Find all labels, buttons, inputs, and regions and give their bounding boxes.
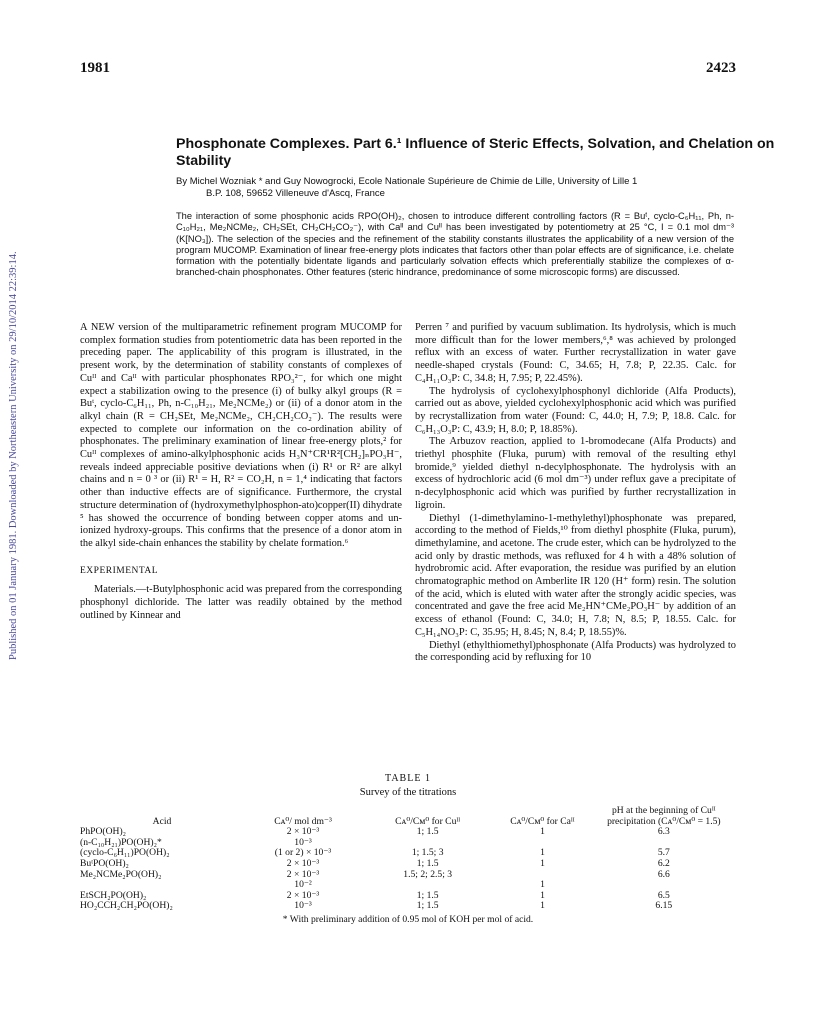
table-caption: TABLE 1 [385, 773, 431, 784]
table-footnote: * With preliminary addition of 0.95 mol of KOH per mol of acid. [282, 913, 534, 925]
section-heading-experimental: EXPERIMENTAL [80, 565, 159, 576]
table-row [80, 827, 736, 838]
cell-acid: (cyclo-C₆H₁₁)PO(OH)₂ [80, 847, 170, 859]
table-row [80, 901, 736, 912]
article-title: Phosphonate Complexes. Part 6.¹ Influence of Steric Effects, Solvation, and Chelation on Stability [176, 136, 775, 169]
cell-ratio-ca: 1 [540, 847, 545, 859]
cell-acid: BuᵗPO(OH)₂ [80, 857, 129, 869]
cell-concentration: (1 or 2) × 10⁻³ [274, 847, 332, 859]
table-1 [80, 773, 736, 925]
cell-ph: 6.2 [657, 857, 670, 869]
cell-concentration: 2 × 10⁻³ [286, 826, 320, 838]
cell-concentration: 2 × 10⁻³ [286, 868, 320, 880]
authors-line: By Michel Wozniak * and Guy Nowogrocki, Ecole Nationale Supérieure de Chimie de Lille, University of Lille 1 [176, 176, 638, 187]
cell-ratio-ca: 1 [540, 900, 545, 912]
cell-ratio-cu: 1; 1.5 [416, 900, 439, 912]
page-number: 2423 [706, 60, 736, 76]
cell-ratio-cu: 1.5; 2; 2.5; 3 [403, 868, 453, 880]
cell-ratio-ca: 1 [540, 857, 545, 869]
right-column [415, 322, 736, 665]
table-subtitle: Survey of the titrations [359, 787, 457, 798]
cell-ratio-ca: 1 [540, 826, 545, 838]
table-header-row [80, 806, 736, 827]
paragraph-ethylthiomethyl: Diethyl (ethylthiomethyl)phosphonate (Alfa Products) was hydrolyzed to the corresponding acid by refluxing for 10 [415, 639, 736, 664]
cell-ratio-ca: 1 [540, 889, 545, 901]
materials-paragraph: Materials.—t-Butylphosphonic acid was prepared from the corresponding phosphonyl dichloride. The latter was readily obtained by the method outlined by Kinnear and [80, 584, 402, 621]
download-watermark-text: Published on 01 January 1981. Downloaded by Northeastern University on 29/10/2014 22:39:14. [8, 251, 19, 660]
table-row [80, 859, 736, 870]
table-row [80, 848, 736, 859]
header-acid: Acid [152, 815, 172, 827]
titration-table [80, 806, 736, 912]
address-line: B.P. 108, 59652 Villeneuve d'Ascq, France [206, 187, 385, 199]
cell-ph: 5.7 [657, 847, 670, 859]
cell-concentration: 2 × 10⁻³ [286, 889, 320, 901]
table-row [80, 891, 736, 902]
table-row [80, 870, 736, 881]
cell-ratio-ca: 1 [540, 879, 545, 891]
cell-ph: 6.15 [655, 900, 673, 912]
paragraph-dimethylamino: Diethyl (1-dimethylamino-1-methylethyl)phosphonate was prepared, according to the method of Fields,¹⁰ from diethyl phosphite (Fluka, purum), dimethylamine, and acetone. The crude ester, which can be hydrolyzed to the acid only by drastic methods, was refluxed for 4 h with a 48% solution of hydrobromic acid. After evaporation, the residue was purified by an elution chromatographic method on Amberlite IR 120 (H⁺ form) resin. The solution of the acid, which is eluted with water after the strongly acidic species, was concentrated and gave the free acid Me₂HN⁺CMe₂PO₃H⁻ by addition of an excess of ethanol (Found: C, 34.0; H, 7.8; N, 8.5; P, 18.55. Calc. for C₅H₁₄NO₃P: C, 35.95; H, 8.45; N, 8.4; P, 18.55)%. [415, 512, 736, 638]
author-block [176, 176, 778, 199]
cell-ratio-cu: 1; 1.5 [416, 857, 439, 869]
abstract: The interaction of some phosphonic acids RPO(OH)₂, chosen to introduce different controlling factors (R = Buᵗ, cyclo-C₆H₁₁, Ph, n-C₁₀H₂₁, Me₂NCMe₂, CH₂SEt, CH₂CH₂CO₂⁻), with Caᴵᴵ and Cuᴵᴵ has been investigated by potentiometry at 25 °C, I = 0.1 mol dm⁻³ (K[NO₃]). The selection of the species and the refinement of the stability constants illustrates the applicability of a new version of the program MUCOMP. Examination of linear free-energy plots indicates that factors other than polar effects are of significance, i.e. chelate formation with the potentially bidentate ligands and particularly solvation effects which preferentially stabilize the complexes of α-branched-chain phosphonates. Other features (steric hindrance, predominance of some microscopic forms) are discussed. [176, 211, 734, 278]
cell-acid: EtSCH₂PO(OH)₂ [80, 889, 147, 901]
cell-acid: PhPO(OH)₂ [80, 826, 126, 838]
header-ratio-ca: Cᴀ⁰/Cᴍ⁰ for Caᴵᴵ [510, 815, 575, 827]
table-row [80, 838, 736, 849]
cell-ph: 6.5 [657, 889, 670, 901]
paragraph-arbuzov: The Arbuzov reaction, applied to 1-bromodecane (Alfa Products) and triethyl phosphite (Fluka, purum) with removal of the resulting ethyl bromide,⁹ yielded diethyl n-decylphosphonate. The hydrolysis with an excess of hydrochloric acid (6 mol dm⁻³) under reflux gave a precipitate of n-decylphosphonic acid which was purified by further recrystallization in ligroin. [415, 436, 736, 511]
cell-acid: (n-C₁₀H₂₁)PO(OH)₂* [80, 836, 162, 848]
cell-ph: 6.6 [657, 868, 670, 880]
header-ratio-cu: Cᴀ⁰/Cᴍ⁰ for Cuᴵᴵ [395, 815, 461, 827]
cell-concentration: 2 × 10⁻³ [286, 857, 320, 869]
cell-ratio-cu: 1; 1.5 [416, 889, 439, 901]
cell-concentration: 10⁻³ [294, 836, 312, 848]
cell-ratio-cu: 1; 1.5; 3 [411, 847, 444, 859]
header-concentration: Cᴀ⁰/ mol dm⁻³ [274, 815, 332, 827]
cell-acid: HO₂CCH₂CH₂PO(OH)₂ [80, 900, 173, 912]
cell-ph: 6.3 [657, 826, 670, 838]
table-row [80, 880, 736, 891]
intro-paragraph: A NEW version of the multiparametric refinement program MUCOMP for complex formation studies from potentiometric data has been reported in the preceding paper. The applicability of this program is illustrated, in the present work, by the determination of stability constants of complexes of Cuᴵᴵ and Caᴵᴵ with particular phosphonates RPO₃²⁻, for which one might expect a stabilization owing to the presence (i) of bulky alkyl groups (R = Buᵗ, cyclo-C₆H₁₁, Ph, n-C₁₀H₂₁, Me₂NCMe₂) or (ii) of a donor atom in the alkyl chain (R = CH₂SEt, Me₂NCMe₂, CH₂CH₂CO₂⁻). The results were expected to complete our information on the co-ordination ability of phosphonates. The preliminary examination of linear free-energy plots,² for Cuᴵᴵ complexes of amino-alkylphosphonic acids H₃N⁺CR¹R²[CH₂]ₙPO₃H⁻, reveals indeed appreciable positive deviations when (i) R¹ or R² are alkyl chains and n = 0 ³ or (ii) R¹ = H, R² = CO₂H, n = 1,⁴ indicating that factors other than inductive effects are of significance. Furthermore, the crystal structure determination of (hydroxymethylphosphon-ato)copper(II) dihydrate ⁵ has showed the occurrence of bonding between copper atoms and un-ionized hydroxy-groups. This confirms that the presence of a donor atom in the alkyl side-chain enhances the stability by chelate formation.⁶ [80, 322, 402, 549]
cell-acid: Me₂NCMe₂PO(OH)₂ [80, 868, 162, 880]
running-head-year: 1981 [80, 60, 110, 76]
paragraph-butyl: Perren ⁷ and purified by vacuum sublimation. Its hydrolysis, which is much more difficult than for the lower members,⁶,⁸ was achieved by prolonged reflux with an excess of water. Further recrystallization in water gave needle-shaped crystals (Found: C, 34.65; H, 7.8; P, 22.35. Calc. for C₄H₁₁O₃P: C, 34.8; H, 7.95; P, 22.45%). [415, 322, 736, 384]
cell-ratio-cu: 1; 1.5 [416, 826, 439, 838]
cell-concentration: 10⁻³ [294, 900, 312, 912]
paragraph-cyclohexyl: The hydrolysis of cyclohexylphosphonyl dichloride (Alfa Products), carried out as above, yielded cyclohexylphosphonic acid which was purified by recrystallization from water (Found: C, 44.0; H, 7.9; P, 18.8. Calc. for C₆H₁₃O₃P: C, 43.9; H, 8.0; P, 18.85%). [415, 385, 736, 435]
header-ph: pH at the beginning of Cuᴵᴵ precipitation (Cᴀ⁰/Cᴍ⁰ = 1.5) [607, 805, 721, 827]
download-watermark [1, 190, 19, 660]
cell-concentration: 10⁻² [294, 879, 312, 891]
left-column [80, 322, 402, 622]
